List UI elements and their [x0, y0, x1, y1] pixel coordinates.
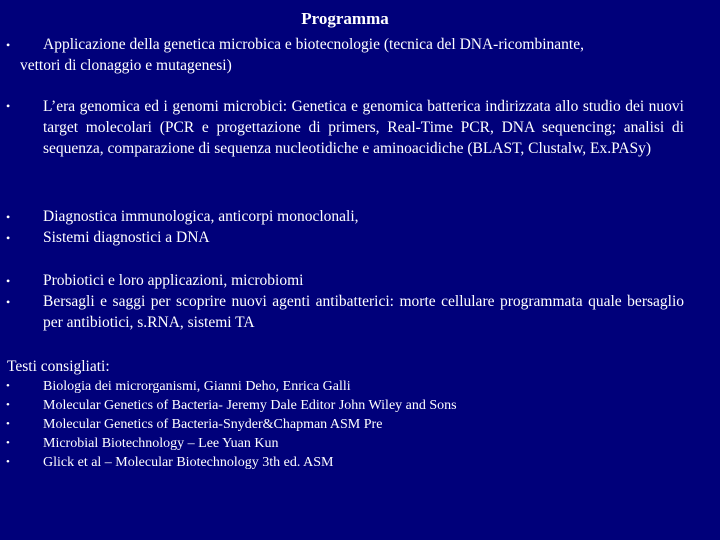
- book-title: Molecular Genetics of Bacteria- Jeremy Dale Editor John Wiley and Sons: [43, 398, 457, 413]
- book-title: Biologia dei microrganismi, Gianni Deho, Enrica Galli: [43, 379, 351, 394]
- list-item: [0, 396, 720, 415]
- list-item: [0, 434, 720, 453]
- book-title: Molecular Genetics of Bacteria-Snyder&Chapman ASM Pre: [43, 417, 383, 432]
- bullet-marker: •: [6, 38, 11, 52]
- program-item-genetics-biotech-continued: vettori di clonaggio e mutagenesi): [20, 57, 232, 74]
- book-title: Microbial Biotechnology – Lee Yuan Kun: [43, 436, 279, 451]
- slide-title: Programma: [301, 9, 389, 28]
- bullet-marker: •: [6, 380, 10, 392]
- bullet-marker: •: [6, 99, 11, 113]
- program-item-antibacterial-targets: Bersagli e saggi per scoprire nuovi agenti antibatterici: morte cellulare programmata quale bersaglio per antibiotici, s.RNA, sistemi TA: [43, 293, 684, 331]
- program-item-probiotics: Probiotici e loro applicazioni, microbiomi: [43, 272, 304, 289]
- program-item-immunodiagnostics: Diagnostica immunologica, anticorpi monoclonali,: [43, 208, 359, 225]
- program-item-dna-diagnostics: Sistemi diagnostici a DNA: [43, 229, 210, 246]
- bullet-marker: •: [6, 231, 11, 245]
- bullet-marker: •: [6, 456, 10, 468]
- bullet-marker: •: [6, 399, 10, 411]
- list-item: [0, 415, 720, 434]
- book-title: Glick et al – Molecular Biotechnology 3th ed. ASM: [43, 455, 334, 470]
- program-item-genetics-biotech: Applicazione della genetica microbica e biotecnologie (tecnica del DNA-ricombinante,: [43, 36, 584, 53]
- program-item-genomics: L’era genomica ed i genomi microbici: Genetica e genomica batterica indirizzata allo studio dei nuovi target molecolari (PCR e progettazione di primers, Real-Time PCR, DNA sequencing; analisi di sequenza, comparazione di sequenza nucleotidiche e aminoacidiche (BLAST, Clustalw, Ex.PASy): [43, 98, 684, 157]
- bullet-marker: •: [6, 274, 11, 288]
- list-item: [0, 453, 720, 472]
- list-item: [0, 377, 720, 396]
- bullet-marker: •: [6, 295, 11, 309]
- recommended-texts-heading: Testi consigliati:: [7, 358, 110, 375]
- bullet-marker: •: [6, 418, 10, 430]
- bullet-marker: •: [6, 437, 10, 449]
- bullet-marker: •: [6, 210, 11, 224]
